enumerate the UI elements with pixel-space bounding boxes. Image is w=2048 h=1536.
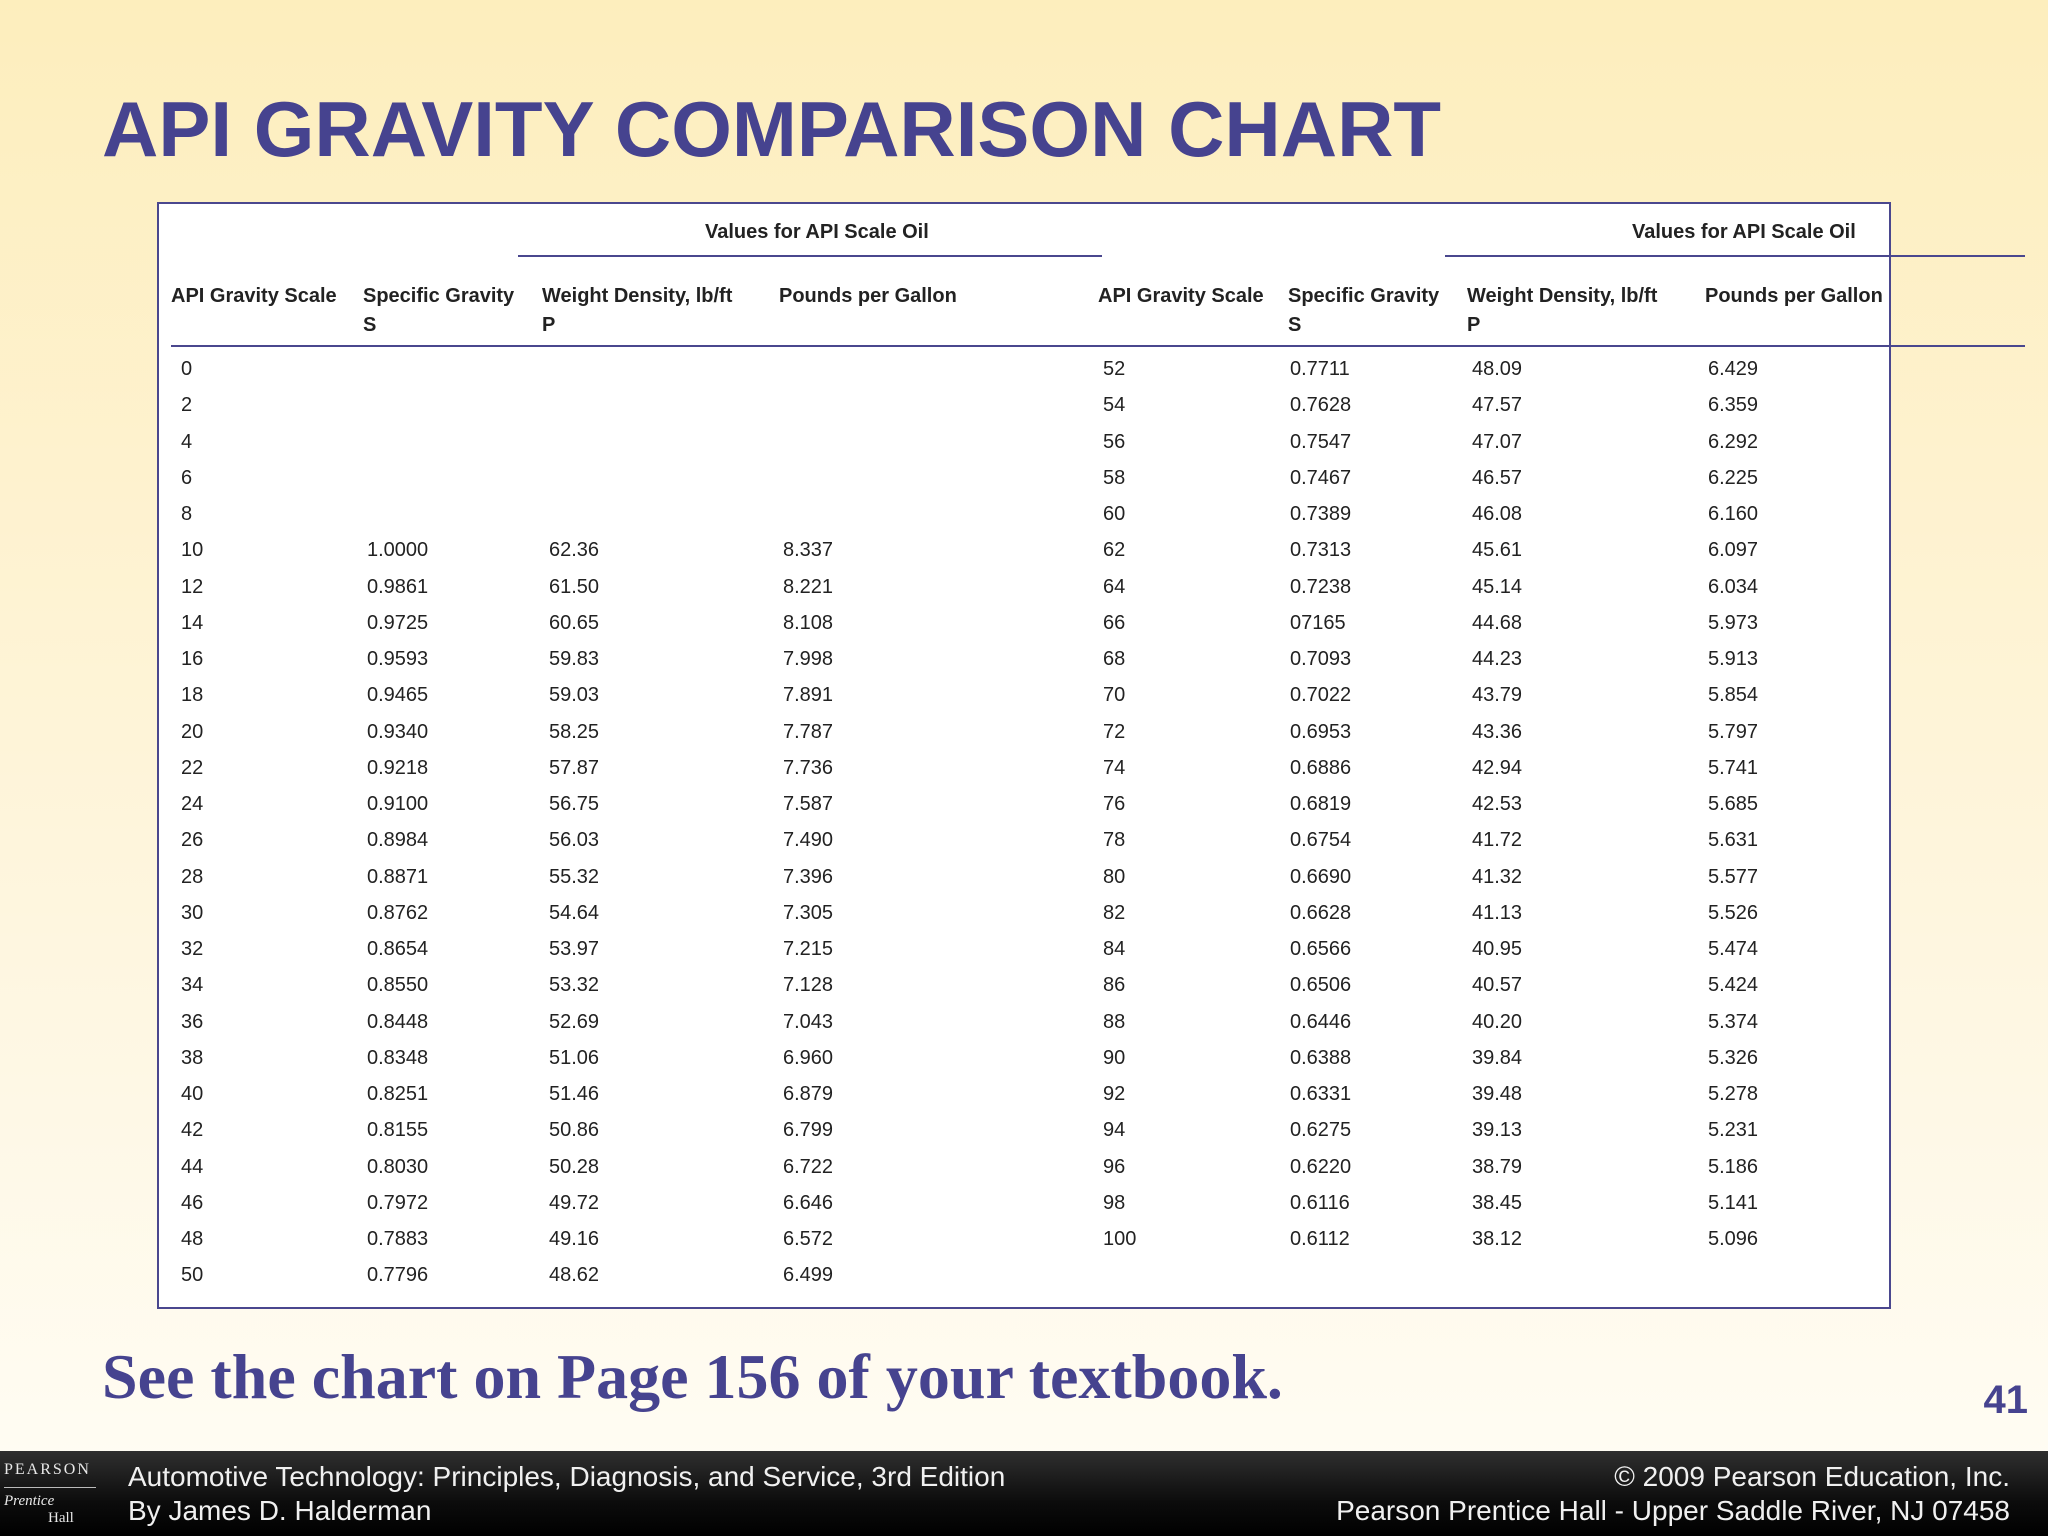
cell-pounds-per-gallon: 5.577 [1708, 865, 1759, 888]
cell-api-gravity: 82 [1103, 901, 1126, 924]
cell-api-gravity: 24 [181, 793, 204, 815]
cell-api-gravity: 28 [181, 865, 204, 888]
cell-api-gravity: 78 [1103, 829, 1126, 852]
cell-specific-gravity: 0.8155 [367, 1119, 429, 1142]
cell-specific-gravity: 0.6628 [1290, 901, 1352, 924]
cell-weight-density: 40.95 [1472, 938, 1523, 960]
author-credit: By James D. Halderman [128, 1495, 432, 1526]
cell-api-gravity: 88 [1103, 1010, 1126, 1033]
cell-pounds-per-gallon: 5.186 [1708, 1155, 1759, 1178]
cell-pounds-per-gallon: 5.326 [1708, 1046, 1759, 1069]
cell-weight-density: 55.32 [549, 865, 600, 888]
cell-pounds-per-gallon: 6.960 [783, 1046, 834, 1069]
cell-api-gravity: 10 [181, 539, 204, 562]
cell-specific-gravity: 0.6566 [1290, 938, 1352, 960]
cell-weight-density: 56.75 [549, 793, 600, 815]
col-header-api: API Gravity Scale [171, 285, 337, 307]
col-header-pounds-per-gallon: Pounds per Gallon [1705, 285, 1883, 307]
cell-api-gravity: 62 [1103, 539, 1126, 562]
cell-specific-gravity: 0.6116 [1290, 1191, 1350, 1214]
cell-weight-density: 38.12 [1472, 1228, 1523, 1250]
cell-pounds-per-gallon: 6.499 [783, 1264, 834, 1287]
cell-weight-density: 39.13 [1472, 1119, 1523, 1142]
cell-pounds-per-gallon: 7.396 [783, 865, 834, 888]
cell-api-gravity: 16 [181, 648, 204, 670]
pearson-prentice-hall-logo [0, 1457, 104, 1533]
cell-api-gravity: 50 [181, 1264, 204, 1287]
cell-pounds-per-gallon: 7.787 [783, 720, 834, 743]
col-header-specific-gravity [363, 282, 514, 340]
cell-specific-gravity: 0.6690 [1290, 865, 1352, 888]
logo-divider [4, 1487, 96, 1488]
cell-weight-density: 49.72 [549, 1191, 600, 1214]
cell-pounds-per-gallon: 5.424 [1708, 974, 1759, 997]
cell-pounds-per-gallon: 8.108 [783, 611, 834, 634]
cell-pounds-per-gallon: 6.160 [1708, 503, 1759, 525]
cell-pounds-per-gallon: 5.278 [1708, 1083, 1759, 1105]
cell-pounds-per-gallon: 6.292 [1708, 430, 1759, 453]
cell-specific-gravity: 0.8984 [367, 829, 429, 852]
book-title: Automotive Technology: Principles, Diagnosis, and Service, 3rd Edition [128, 1461, 1006, 1492]
cell-api-gravity: 56 [1103, 430, 1126, 453]
cell-weight-density: 40.20 [1472, 1010, 1523, 1033]
cell-weight-density: 60.65 [549, 611, 600, 634]
cell-specific-gravity: 0.9725 [367, 611, 429, 634]
cell-specific-gravity: 0.6953 [1290, 720, 1352, 743]
cell-api-gravity: 40 [181, 1083, 204, 1105]
cell-weight-density: 41.72 [1472, 829, 1523, 852]
cell-weight-density: 38.79 [1472, 1155, 1523, 1178]
cell-specific-gravity: 0.9100 [367, 793, 429, 815]
cell-pounds-per-gallon: 6.034 [1708, 575, 1759, 598]
cell-specific-gravity: 0.7389 [1290, 503, 1352, 525]
cell-specific-gravity: 1.0000 [367, 539, 429, 562]
cell-pounds-per-gallon: 5.973 [1708, 611, 1759, 634]
col-header-symbol: S [363, 314, 377, 336]
cell-specific-gravity: 0.8251 [367, 1083, 429, 1105]
cell-pounds-per-gallon: 6.359 [1708, 394, 1759, 417]
cell-specific-gravity: 0.6220 [1290, 1155, 1352, 1178]
cell-pounds-per-gallon: 7.891 [783, 684, 834, 707]
cell-api-gravity: 100 [1103, 1228, 1137, 1250]
slide-title: API GRAVITY COMPARISON CHART [102, 85, 1442, 173]
cell-pounds-per-gallon: 7.587 [783, 793, 834, 815]
cell-weight-density: 41.32 [1472, 865, 1523, 888]
col-header-api: API Gravity Scale [1098, 285, 1264, 307]
cell-specific-gravity: 0.7313 [1290, 539, 1352, 562]
cell-weight-density: 48.62 [549, 1264, 600, 1287]
cell-weight-density: 43.36 [1472, 720, 1523, 743]
cell-api-gravity: 30 [181, 901, 204, 924]
slide-number: 41 [1983, 1378, 2028, 1422]
cell-pounds-per-gallon: 5.741 [1708, 756, 1759, 779]
col-header-label: Weight Density, lb/ft [542, 285, 733, 307]
col-header-label: Weight Density, lb/ft [1467, 285, 1658, 307]
cell-weight-density: 58.25 [549, 720, 600, 743]
cell-pounds-per-gallon: 7.128 [783, 974, 834, 997]
cell-weight-density: 40.57 [1472, 974, 1523, 997]
cell-specific-gravity: 0.6446 [1290, 1010, 1352, 1033]
cell-specific-gravity: 0.8448 [367, 1010, 429, 1033]
cell-specific-gravity: 0.7972 [367, 1191, 429, 1214]
cell-weight-density: 51.46 [549, 1083, 600, 1105]
cell-specific-gravity: 0.8762 [367, 901, 429, 924]
cell-api-gravity: 26 [181, 829, 204, 852]
cell-weight-density: 52.69 [549, 1010, 600, 1033]
api-gravity-table [157, 202, 1891, 1309]
cell-api-gravity: 90 [1103, 1046, 1126, 1069]
cell-specific-gravity: 0.9465 [367, 684, 429, 707]
cell-pounds-per-gallon: 6.722 [783, 1155, 834, 1178]
cell-pounds-per-gallon: 5.631 [1708, 829, 1759, 852]
cell-specific-gravity: 0.7093 [1290, 648, 1352, 670]
header-rule [1098, 345, 2025, 347]
copyright: © 2009 Pearson Education, Inc. [1614, 1461, 2010, 1492]
cell-weight-density: 50.86 [549, 1119, 600, 1142]
cell-specific-gravity: 0.7883 [367, 1228, 429, 1250]
cell-api-gravity: 84 [1103, 938, 1126, 960]
cell-weight-density: 39.84 [1472, 1046, 1523, 1069]
cell-api-gravity: 38 [181, 1046, 204, 1069]
cell-api-gravity: 20 [181, 720, 204, 743]
cell-specific-gravity: 0.6112 [1290, 1228, 1350, 1250]
cell-weight-density: 51.06 [549, 1046, 600, 1069]
cell-api-gravity: 44 [181, 1155, 204, 1178]
cell-pounds-per-gallon: 7.305 [783, 901, 834, 924]
cell-weight-density: 46.08 [1472, 503, 1523, 525]
cell-specific-gravity: 0.8871 [367, 865, 429, 888]
publisher-name: PEARSON [4, 1461, 91, 1478]
cell-api-gravity: 92 [1103, 1083, 1126, 1105]
cell-weight-density: 50.28 [549, 1155, 600, 1178]
cell-pounds-per-gallon: 6.879 [783, 1083, 834, 1105]
cell-pounds-per-gallon: 7.736 [783, 756, 834, 779]
cell-weight-density: 47.57 [1472, 394, 1523, 417]
cell-weight-density: 41.13 [1472, 901, 1523, 924]
cell-pounds-per-gallon: 5.374 [1708, 1010, 1759, 1033]
cell-weight-density: 38.45 [1472, 1191, 1523, 1214]
group-rule [518, 255, 1102, 257]
cell-api-gravity: 42 [181, 1119, 204, 1142]
cell-specific-gravity: 0.8654 [367, 938, 429, 960]
cell-pounds-per-gallon: 5.141 [1708, 1191, 1759, 1214]
cell-weight-density: 59.03 [549, 684, 600, 707]
cell-weight-density: 42.94 [1472, 756, 1523, 779]
cell-api-gravity: 48 [181, 1228, 204, 1250]
cell-api-gravity: 36 [181, 1010, 204, 1033]
cell-specific-gravity: 0.6275 [1290, 1119, 1352, 1142]
cell-weight-density: 59.83 [549, 648, 600, 670]
cell-api-gravity: 52 [1103, 358, 1126, 380]
cell-api-gravity: 74 [1103, 756, 1126, 779]
cell-pounds-per-gallon: 5.913 [1708, 648, 1759, 670]
cell-specific-gravity: 0.7628 [1290, 394, 1352, 417]
group-title: Values for API Scale Oil [705, 221, 929, 243]
cell-pounds-per-gallon: 5.474 [1708, 938, 1759, 960]
cell-specific-gravity: 0.8030 [367, 1155, 429, 1178]
cell-api-gravity: 2 [181, 394, 193, 417]
cell-pounds-per-gallon: 5.096 [1708, 1228, 1759, 1250]
col-header-symbol: S [1288, 314, 1302, 336]
cell-api-gravity: 22 [181, 756, 204, 779]
cell-api-gravity: 14 [181, 611, 204, 634]
col-header-weight-density [542, 282, 732, 340]
cell-api-gravity: 6 [181, 466, 193, 489]
cell-specific-gravity: 0.7547 [1290, 430, 1352, 453]
cell-api-gravity: 0 [181, 358, 193, 380]
cell-pounds-per-gallon: 7.998 [783, 648, 834, 670]
cell-pounds-per-gallon: 6.225 [1708, 466, 1759, 489]
cell-api-gravity: 12 [181, 575, 204, 598]
cell-api-gravity: 86 [1103, 974, 1126, 997]
textbook-reference-caption: See the chart on Page 156 of your textbook. [102, 1341, 1283, 1412]
header-rule [171, 345, 1102, 347]
cell-api-gravity: 66 [1103, 611, 1126, 634]
cell-api-gravity: 94 [1103, 1119, 1126, 1142]
cell-specific-gravity: 0.9861 [367, 575, 429, 598]
cell-specific-gravity: 0.7796 [367, 1264, 429, 1287]
col-header-label: Specific Gravity [363, 285, 515, 307]
cell-weight-density: 62.36 [549, 539, 600, 562]
cell-api-gravity: 8 [181, 503, 193, 525]
cell-weight-density: 53.97 [549, 938, 600, 960]
cell-weight-density: 45.61 [1472, 539, 1523, 562]
col-header-pounds-per-gallon: Pounds per Gallon [779, 285, 957, 307]
cell-weight-density: 44.23 [1472, 648, 1523, 670]
cell-weight-density: 39.48 [1472, 1083, 1523, 1105]
cell-specific-gravity: 0.6886 [1290, 756, 1352, 779]
cell-api-gravity: 72 [1103, 720, 1126, 743]
cell-specific-gravity: 0.9340 [367, 720, 429, 743]
cell-api-gravity: 70 [1103, 684, 1126, 707]
col-header-label: Specific Gravity [1288, 285, 1440, 307]
group-title: Values for API Scale Oil [1632, 221, 1856, 243]
cell-api-gravity: 34 [181, 974, 204, 997]
cell-pounds-per-gallon: 6.097 [1708, 539, 1759, 562]
imprint-line-2: Hall [48, 1510, 74, 1526]
cell-pounds-per-gallon: 5.526 [1708, 901, 1759, 924]
cell-specific-gravity: 0.6819 [1290, 793, 1352, 815]
cell-pounds-per-gallon: 5.854 [1708, 684, 1759, 707]
col-header-specific-gravity [1288, 282, 1439, 340]
cell-specific-gravity: 0.6506 [1290, 974, 1352, 997]
cell-specific-gravity: 0.7022 [1290, 684, 1352, 707]
cell-weight-density: 45.14 [1472, 575, 1523, 598]
cell-pounds-per-gallon: 7.490 [783, 829, 834, 852]
cell-api-gravity: 96 [1103, 1155, 1126, 1178]
cell-api-gravity: 54 [1103, 394, 1126, 417]
cell-api-gravity: 32 [181, 938, 204, 960]
cell-pounds-per-gallon: 6.646 [783, 1191, 834, 1214]
cell-api-gravity: 68 [1103, 648, 1126, 670]
cell-weight-density: 49.16 [549, 1228, 600, 1250]
cell-pounds-per-gallon: 5.797 [1708, 720, 1759, 743]
cell-specific-gravity: 0.6754 [1290, 829, 1352, 852]
cell-pounds-per-gallon: 6.429 [1708, 358, 1759, 380]
cell-specific-gravity: 0.6388 [1290, 1046, 1352, 1069]
cell-specific-gravity: 0.8550 [367, 974, 429, 997]
cell-api-gravity: 76 [1103, 793, 1126, 815]
imprint-line-1: Prentice [4, 1493, 55, 1509]
publisher-address: Pearson Prentice Hall - Upper Saddle River, NJ 07458 [1336, 1495, 2010, 1526]
cell-specific-gravity: 0.9218 [367, 756, 429, 779]
cell-pounds-per-gallon: 8.221 [783, 575, 834, 598]
cell-api-gravity: 46 [181, 1191, 204, 1214]
cell-pounds-per-gallon: 5.231 [1708, 1119, 1759, 1142]
imprint-name [4, 1493, 74, 1527]
cell-weight-density: 47.07 [1472, 430, 1523, 453]
cell-weight-density: 44.68 [1472, 611, 1523, 634]
cell-weight-density: 42.53 [1472, 793, 1523, 815]
cell-weight-density: 53.32 [549, 974, 600, 997]
col-header-symbol: P [542, 314, 556, 336]
cell-weight-density: 57.87 [549, 756, 600, 779]
cell-weight-density: 61.50 [549, 575, 600, 598]
footer-bar [0, 1451, 2048, 1536]
cell-api-gravity: 98 [1103, 1191, 1126, 1214]
cell-pounds-per-gallon: 6.572 [783, 1228, 834, 1250]
cell-api-gravity: 18 [181, 684, 204, 707]
cell-api-gravity: 4 [181, 430, 193, 453]
col-header-symbol: P [1467, 314, 1481, 336]
cell-pounds-per-gallon: 7.043 [783, 1010, 834, 1033]
cell-specific-gravity: 0.7238 [1290, 575, 1352, 598]
cell-specific-gravity: 0.6331 [1290, 1083, 1352, 1105]
cell-api-gravity: 64 [1103, 575, 1126, 598]
cell-api-gravity: 60 [1103, 503, 1126, 525]
cell-weight-density: 56.03 [549, 829, 600, 852]
cell-weight-density: 48.09 [1472, 358, 1523, 380]
cell-weight-density: 54.64 [549, 901, 600, 924]
cell-pounds-per-gallon: 7.215 [783, 938, 834, 960]
cell-weight-density: 46.57 [1472, 466, 1523, 489]
cell-api-gravity: 80 [1103, 865, 1126, 888]
cell-api-gravity: 58 [1103, 466, 1126, 489]
cell-weight-density: 43.79 [1472, 684, 1523, 707]
group-rule [1445, 255, 2025, 257]
cell-pounds-per-gallon: 8.337 [783, 539, 834, 562]
cell-specific-gravity: 07165 [1290, 611, 1346, 634]
cell-specific-gravity: 0.7467 [1290, 466, 1352, 489]
cell-pounds-per-gallon: 5.685 [1708, 793, 1759, 815]
cell-specific-gravity: 0.7711 [1290, 358, 1350, 380]
cell-specific-gravity: 0.8348 [367, 1046, 429, 1069]
cell-specific-gravity: 0.9593 [367, 648, 429, 670]
col-header-weight-density [1467, 282, 1657, 340]
cell-pounds-per-gallon: 6.799 [783, 1119, 834, 1142]
